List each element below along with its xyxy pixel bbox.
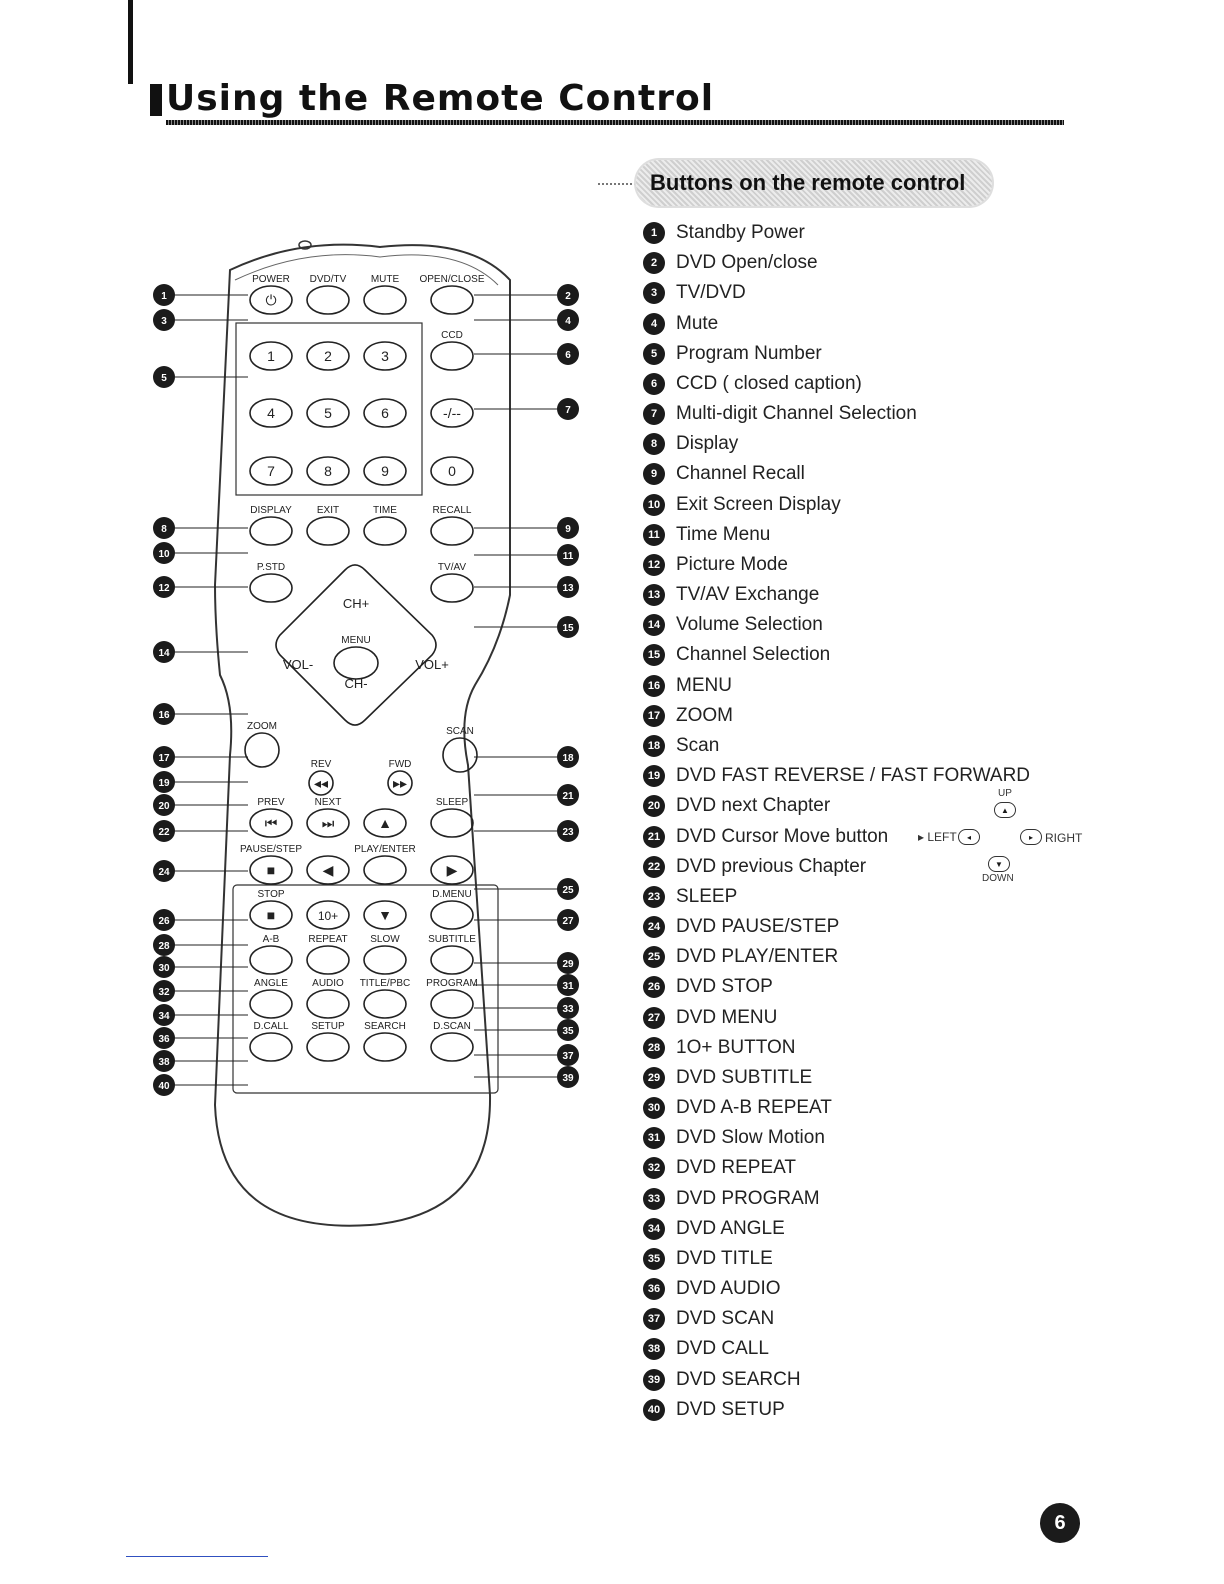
legend-label: Channel Selection (676, 644, 831, 666)
display-button[interactable] (250, 517, 292, 545)
legend-label: DVD AUDIO (676, 1278, 781, 1300)
legend-item (643, 1395, 1030, 1425)
time-label: TIME (373, 505, 397, 516)
pause-label: PAUSE/STEP (239, 844, 303, 855)
display-label: DISPLAY (250, 505, 292, 516)
cursor-left-label: ▸ LEFT (918, 830, 957, 844)
tvav-label: TV/AV (437, 562, 467, 573)
number-badge: 18 (643, 735, 665, 757)
number-badge: 17 (643, 705, 665, 727)
callout-number: 11 (562, 551, 574, 562)
number-badge: 27 (643, 1007, 665, 1029)
legend-label: DVD Open/close (676, 252, 818, 274)
dcall-label: D.CALL (253, 1021, 289, 1032)
legend-item (643, 701, 1030, 731)
legend-label: Exit Screen Display (676, 493, 841, 515)
legend-label: Volume Selection (676, 614, 823, 636)
callout-number: 6 (565, 350, 571, 361)
titlepbc-button[interactable] (364, 990, 406, 1018)
callout-number: 4 (565, 316, 571, 327)
legend-item (643, 399, 1030, 429)
number-badge: 35 (643, 1248, 665, 1270)
mute-label: MUTE (370, 274, 400, 285)
dvdtv-label: DVD/TV (309, 274, 347, 285)
cursor-down-label: DOWN (982, 873, 1014, 884)
callout-number: 37 (562, 1051, 574, 1062)
legend-label: 1O+ BUTTON (676, 1036, 796, 1058)
callout-number: 39 (562, 1073, 574, 1084)
prev-button-glyph: ⏮ (264, 815, 278, 831)
legend-item (643, 942, 1030, 972)
legend-label: TV/DVD (676, 282, 746, 304)
program-label: PROGRAM (426, 978, 478, 989)
rev-label: REV (310, 759, 332, 770)
openclose-label: OPEN/CLOSE (419, 274, 485, 285)
angle-label: ANGLE (254, 978, 288, 989)
legend-label: DVD TITLE (676, 1247, 773, 1269)
cursor-right-button-glyph: ▶ (446, 862, 458, 878)
callout-number: 31 (562, 981, 574, 992)
next-label: NEXT (314, 797, 342, 808)
callout-number: 38 (158, 1057, 170, 1068)
legend-item (643, 1153, 1030, 1183)
callout-number: 12 (158, 583, 170, 594)
callout-number: 16 (158, 710, 170, 721)
power-label: POWER (252, 274, 290, 285)
number-badge: 2 (643, 252, 665, 274)
digit-6-label: 6 (381, 405, 389, 421)
number-badge: 7 (643, 403, 665, 425)
number-badge: 9 (643, 463, 665, 485)
page-title: Using the Remote Control (166, 78, 715, 119)
play-button[interactable] (364, 856, 406, 884)
dmenu-label: D.MENU (432, 889, 472, 900)
cursor-right-icon: ▸ (1020, 829, 1042, 845)
subtitle-label: SUBTITLE (428, 934, 476, 945)
zoom-button[interactable] (245, 733, 279, 767)
digit-2-label: 2 (324, 348, 332, 364)
ccd-label: CCD (441, 330, 463, 341)
callout-number: 3 (161, 316, 167, 327)
prev-label: PREV (257, 797, 285, 808)
legend-label: ZOOM (676, 704, 733, 726)
digit-5-label: 5 (324, 405, 332, 421)
legend-label: Standby Power (676, 222, 805, 244)
callout-number: 27 (562, 916, 574, 927)
legend-label: DVD MENU (676, 1006, 778, 1028)
cursor-direction-diagram (912, 790, 1112, 890)
section-dotted-leader (598, 183, 636, 185)
setup-label: SETUP (311, 1021, 345, 1032)
legend-item (643, 1063, 1030, 1093)
angle-button[interactable] (250, 990, 292, 1018)
number-badge: 38 (643, 1338, 665, 1360)
footer-line (126, 1556, 268, 1557)
number-badge: 21 (643, 826, 665, 848)
legend-label: SLEEP (676, 885, 738, 907)
digit-9-label: 9 (381, 463, 389, 479)
number-badge: 15 (643, 644, 665, 666)
legend-item (643, 1033, 1030, 1063)
tvav-button[interactable] (431, 574, 473, 602)
callout-number: 28 (158, 941, 170, 952)
legend-item (643, 912, 1030, 942)
legend-label: DVD Cursor Move button (676, 825, 889, 847)
number-badge: 31 (643, 1127, 665, 1149)
number-badge: 23 (643, 886, 665, 908)
callout-number: 21 (562, 791, 574, 802)
legend-item (643, 339, 1030, 369)
number-badge: 32 (643, 1157, 665, 1179)
legend-item (643, 1365, 1030, 1395)
legend-item (643, 972, 1030, 1002)
legend-label: DVD PAUSE/STEP (676, 916, 840, 938)
digit-7-label: 7 (267, 463, 275, 479)
legend-item (643, 429, 1030, 459)
digit-1-label: 1 (267, 348, 275, 364)
dcall-button[interactable] (250, 1033, 292, 1061)
callout-number: 26 (158, 916, 170, 927)
callout-number: 18 (562, 753, 574, 764)
legend-label: DVD ANGLE (676, 1217, 785, 1239)
number-badge: 19 (643, 765, 665, 787)
number-badge: 1 (643, 222, 665, 244)
number-badge: 36 (643, 1278, 665, 1300)
legend-item (643, 1093, 1030, 1123)
legend-item (643, 1184, 1030, 1214)
callout-number: 1 (161, 291, 167, 302)
sleep-label: SLEEP (435, 797, 469, 808)
legend-label: DVD SCAN (676, 1308, 775, 1330)
legend-item (643, 490, 1030, 520)
legend-label: DVD STOP (676, 976, 773, 998)
dmenu-button[interactable] (431, 901, 473, 929)
callout-number: 30 (158, 963, 170, 974)
callout-number: 10 (158, 549, 170, 560)
callout-number: 29 (562, 959, 574, 970)
callout-number: 17 (158, 753, 170, 764)
legend-item (643, 309, 1030, 339)
legend-item (643, 671, 1030, 701)
legend-label: DVD SUBTITLE (676, 1066, 813, 1088)
legend-item (643, 1274, 1030, 1304)
callout-number: 35 (562, 1026, 574, 1037)
legend-label: DVD A-B REPEAT (676, 1097, 832, 1119)
number-badge: 11 (643, 524, 665, 546)
legend-label: Mute (676, 312, 719, 334)
time-button[interactable] (364, 517, 406, 545)
number-badge: 14 (643, 614, 665, 636)
legend-label: DVD FAST REVERSE / FAST FORWARD (676, 765, 1031, 787)
ab-button[interactable] (250, 946, 292, 974)
callout-number: 9 (565, 524, 571, 535)
number-badge: 29 (643, 1067, 665, 1089)
legend-label: DVD SEARCH (676, 1368, 801, 1390)
legend-item (643, 218, 1030, 248)
legend-item (643, 761, 1030, 791)
remote-control-diagram (140, 225, 600, 1265)
setup-button[interactable] (307, 1033, 349, 1061)
section-banner: Buttons on the remote control (636, 160, 992, 206)
ccd-button[interactable] (431, 342, 473, 370)
volume-up-label: VOL+ (415, 657, 449, 672)
callout-number: 36 (158, 1034, 170, 1045)
callout-number: 24 (158, 867, 170, 878)
subtitle-button[interactable] (431, 946, 473, 974)
header-block-marker (150, 84, 162, 116)
next-button-glyph: ⏭ (321, 815, 335, 831)
legend-label: Multi-digit Channel Selection (676, 403, 917, 425)
number-badge: 28 (643, 1037, 665, 1059)
digit-4-label: 4 (267, 405, 275, 421)
number-badge: 39 (643, 1369, 665, 1391)
legend-item (643, 1002, 1030, 1032)
menu-button[interactable] (334, 647, 378, 679)
number-badge: 20 (643, 795, 665, 817)
slow-button[interactable] (364, 946, 406, 974)
cursor-left-button-glyph: ◀ (322, 862, 334, 878)
number-badge: 22 (643, 856, 665, 878)
legend-label: Channel Recall (676, 463, 805, 485)
legend-label: CCD ( closed caption) (676, 372, 862, 394)
legend-item (643, 459, 1030, 489)
legend-label: TV/AV Exchange (676, 584, 820, 606)
exit-button[interactable] (307, 517, 349, 545)
callout-number: 32 (158, 987, 170, 998)
cursor-up-icon: ▲ (994, 802, 1016, 818)
number-badge: 3 (643, 282, 665, 304)
legend-item (643, 731, 1030, 761)
legend-item (643, 248, 1030, 278)
power-button-glyph: ⏻ (265, 292, 277, 308)
number-badge: 40 (643, 1399, 665, 1421)
mute-button[interactable] (364, 286, 406, 314)
number-badge: 26 (643, 976, 665, 998)
legend-item (643, 1123, 1030, 1153)
sleep-button[interactable] (431, 809, 473, 837)
recall-button[interactable] (431, 517, 473, 545)
callout-number: 22 (158, 827, 170, 838)
number-badge: 13 (643, 584, 665, 606)
callout-number: 40 (158, 1081, 170, 1092)
menu-label: MENU (341, 635, 371, 646)
number-badge: 8 (643, 433, 665, 455)
fwd-label: FWD (388, 759, 412, 770)
search-button[interactable] (364, 1033, 406, 1061)
cursor-down-icon: ▼ (988, 856, 1010, 872)
program-button[interactable] (431, 990, 473, 1018)
digit-8-label: 8 (324, 463, 332, 479)
number-badge: 30 (643, 1097, 665, 1119)
callout-number: 14 (158, 648, 170, 659)
fwd-button-glyph: ▸▸ (392, 775, 408, 791)
recall-label: RECALL (432, 505, 472, 516)
audio-label: AUDIO (312, 978, 344, 989)
legend-item (643, 369, 1030, 399)
legend-item (643, 550, 1030, 580)
digit-0-label: 0 (448, 463, 456, 479)
legend-label: Time Menu (676, 523, 771, 545)
legend-label: DVD previous Chapter (676, 855, 867, 877)
callout-number: 8 (161, 524, 167, 535)
legend-label: DVD SETUP (676, 1398, 785, 1420)
callout-number: 25 (562, 885, 574, 896)
callout-number: 33 (562, 1004, 574, 1015)
legend-item (643, 278, 1030, 308)
number-badge: 34 (643, 1218, 665, 1240)
number-badge: 24 (643, 916, 665, 938)
legend-item (643, 520, 1030, 550)
legend-item (643, 610, 1030, 640)
legend-item (643, 1244, 1030, 1274)
callout-number: 7 (565, 405, 571, 416)
legend-label: Program Number (676, 342, 822, 364)
zoom-label: ZOOM (247, 721, 277, 732)
number-badge: 6 (643, 373, 665, 395)
volume-down-label: VOL- (282, 657, 314, 672)
callout-number: 2 (565, 291, 571, 302)
cursor-up-button-glyph: ▲ (378, 815, 392, 831)
callout-number: 19 (158, 778, 170, 789)
legend-label: Scan (676, 735, 720, 756)
number-badge: 33 (643, 1188, 665, 1210)
scan-label: SCAN (446, 726, 474, 737)
pstd-label: P.STD (256, 562, 286, 573)
openclose-button[interactable] (431, 286, 473, 314)
page-number-badge: 6 (1040, 1503, 1080, 1543)
dscan-button[interactable] (431, 1033, 473, 1061)
digit-3-label: 3 (381, 348, 389, 364)
channel-up-label: CH+ (342, 596, 370, 611)
cursor-right-label: RIGHT (1045, 831, 1083, 845)
stop-label: STOP (257, 889, 285, 900)
number-badge: 37 (643, 1308, 665, 1330)
ab-label: A-B (262, 934, 280, 945)
play-label: PLAY/ENTER (354, 844, 416, 855)
repeat-button[interactable] (307, 946, 349, 974)
legend-label: DVD CALL (676, 1338, 769, 1360)
callout-number: 23 (562, 827, 574, 838)
stop-button-glyph: ■ (266, 907, 276, 923)
rev-button-glyph: ◂◂ (313, 775, 329, 791)
legend-item (643, 1334, 1030, 1364)
legend-label: Display (676, 433, 739, 455)
header-vertical-bar (128, 0, 133, 84)
number-badge: 5 (643, 343, 665, 365)
cursor-left-icon: ◂ (958, 829, 980, 845)
number-badge: 16 (643, 675, 665, 697)
legend-item (643, 580, 1030, 610)
channel-down-label: CH- (344, 676, 368, 691)
legend-label: DVD next Chapter (676, 795, 831, 817)
dvdtv-button[interactable] (307, 286, 349, 314)
callout-number: 5 (161, 373, 167, 384)
pstd-button[interactable] (250, 574, 292, 602)
legend-item (643, 640, 1030, 670)
number-badge: 12 (643, 554, 665, 576)
titlepbc-label: TITLE/PBC (359, 978, 411, 989)
legend-label: DVD Slow Motion (676, 1127, 825, 1149)
legend-item (643, 1304, 1030, 1334)
search-label: SEARCH (364, 1021, 406, 1032)
number-badge: 10 (643, 494, 665, 516)
legend-label: MENU (676, 674, 732, 696)
exit-label: EXIT (316, 505, 340, 516)
callout-number: 34 (158, 1011, 170, 1022)
dscan-label: D.SCAN (433, 1021, 471, 1032)
audio-button[interactable] (307, 990, 349, 1018)
callout-number: 15 (562, 623, 574, 634)
legend-item (643, 1214, 1030, 1244)
scan-button[interactable] (443, 738, 477, 772)
number-badge: 4 (643, 313, 665, 335)
legend-label: DVD REPEAT (676, 1157, 797, 1179)
legend-label: DVD PROGRAM (676, 1187, 820, 1209)
number-badge: 25 (643, 946, 665, 968)
slow-label: SLOW (370, 934, 400, 945)
cursor-down-button-glyph: ▼ (378, 907, 392, 923)
repeat-label: REPEAT (308, 934, 348, 945)
pause-button-glyph: ■ (266, 862, 276, 878)
legend-label: Picture Mode (676, 553, 788, 575)
multi-digit-label: -/-- (443, 405, 461, 421)
ten-plus-label: 10+ (317, 909, 339, 923)
callout-number: 13 (562, 583, 574, 594)
title-underline (166, 120, 1064, 125)
cursor-up-label: UP (998, 788, 1012, 799)
legend-label: DVD PLAY/ENTER (676, 946, 839, 968)
callout-number: 20 (158, 801, 170, 812)
